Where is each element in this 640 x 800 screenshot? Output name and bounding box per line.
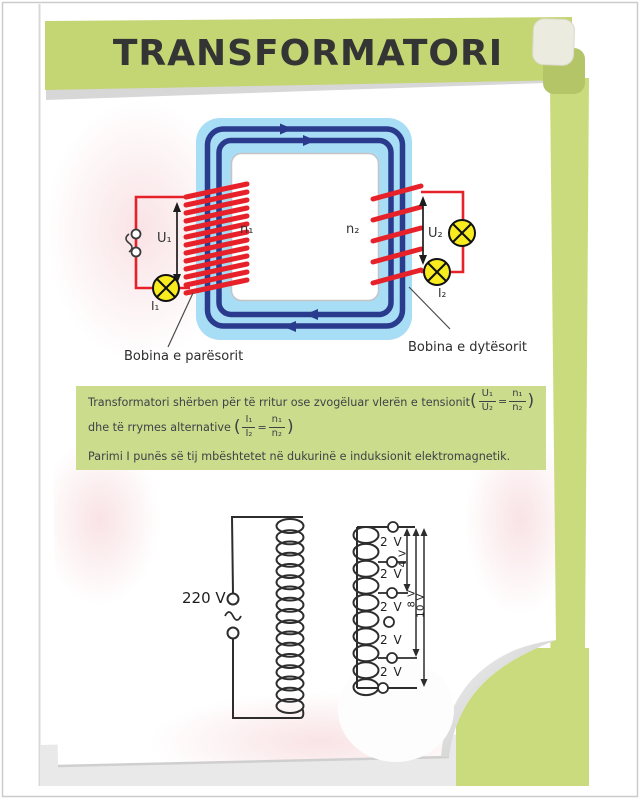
secondary-coil-caption: Bobina e dytësorit (408, 340, 528, 355)
tap-voltage-label: 2 V (380, 665, 403, 679)
secondary-turns-label: n₂ (346, 222, 360, 237)
tap-terminal-top (388, 522, 398, 532)
primary-current-label: I₁ (151, 299, 160, 313)
tap-voltage-label: 2 V (380, 633, 403, 647)
page-title: TRANSFORMATORI (112, 33, 504, 74)
paren-open: ( (233, 416, 241, 437)
primary-terminal-bottom (228, 628, 239, 639)
tap-terminal-4 (387, 653, 397, 663)
mains-voltage-label: 220 V (182, 589, 226, 607)
tap-voltage-label: 2 V (380, 535, 403, 549)
span-8v-label: 8 V (406, 589, 418, 608)
paren-open: ( (470, 390, 477, 411)
lamp-secondary-top (449, 220, 475, 246)
span-4v-label: 4 V (397, 549, 409, 568)
lamp-secondary-bottom (424, 259, 450, 285)
tap-terminal-3 (384, 617, 394, 627)
lamp-primary (153, 275, 179, 301)
description-line-3: Parimi I punës së tij mbështetet në dukurinë e induksionit elektromagnetik. (88, 450, 511, 463)
secondary-current-label: I₂ (438, 286, 447, 300)
primary-voltage-label: U₁ (157, 231, 172, 246)
tap-voltage-label: 2 V (380, 567, 403, 581)
current-ratio-formula: ( $\frac{\text{I₁}}{\text{I₂}}$ = $\frac{\text{n₁}}{\text{n₂}}$ ) (233, 414, 294, 439)
voltage-ratio-formula: ( $\frac{\text{U₁}}{\text{U₂}}$ = $\frac{\text{n₁}}{\text{n₂}}$ ) (470, 388, 535, 413)
secondary-voltage-label: U₂ (428, 226, 443, 241)
description-line-2 (88, 414, 294, 440)
paren-close: ) (287, 416, 294, 437)
voltage-fraction: $\frac{\text{U₁}}{\text{U₂}}$ (479, 389, 496, 413)
line2-text: dhe të rrymes alternative (88, 420, 231, 434)
tap-terminal-1 (387, 557, 397, 567)
tap-voltage-label: 2 V (380, 600, 403, 614)
span-10v-label: 10 V (415, 593, 427, 618)
primary-turns-label: n₁ (240, 222, 254, 237)
tap-terminal-2 (387, 588, 397, 598)
turns-fraction: $\frac{\text{n₁}}{\text{n₂}}$ (269, 415, 285, 439)
description-box (76, 386, 546, 470)
paren-close: ) (527, 390, 535, 411)
tap-terminal-bottom (378, 683, 388, 693)
current-fraction: $\frac{\text{I₁}}{\text{I₂}}$ (242, 415, 255, 439)
turns-fraction: $\frac{\text{n₁}}{\text{n₂}}$ (509, 389, 525, 413)
description-line-1: Transformatori shërben për të rritur ose zvogëluar vlerën e tensionit (88, 396, 471, 409)
primary-coil-caption: Bobina e parësorit (124, 349, 244, 364)
primary-terminal-top (228, 594, 239, 605)
